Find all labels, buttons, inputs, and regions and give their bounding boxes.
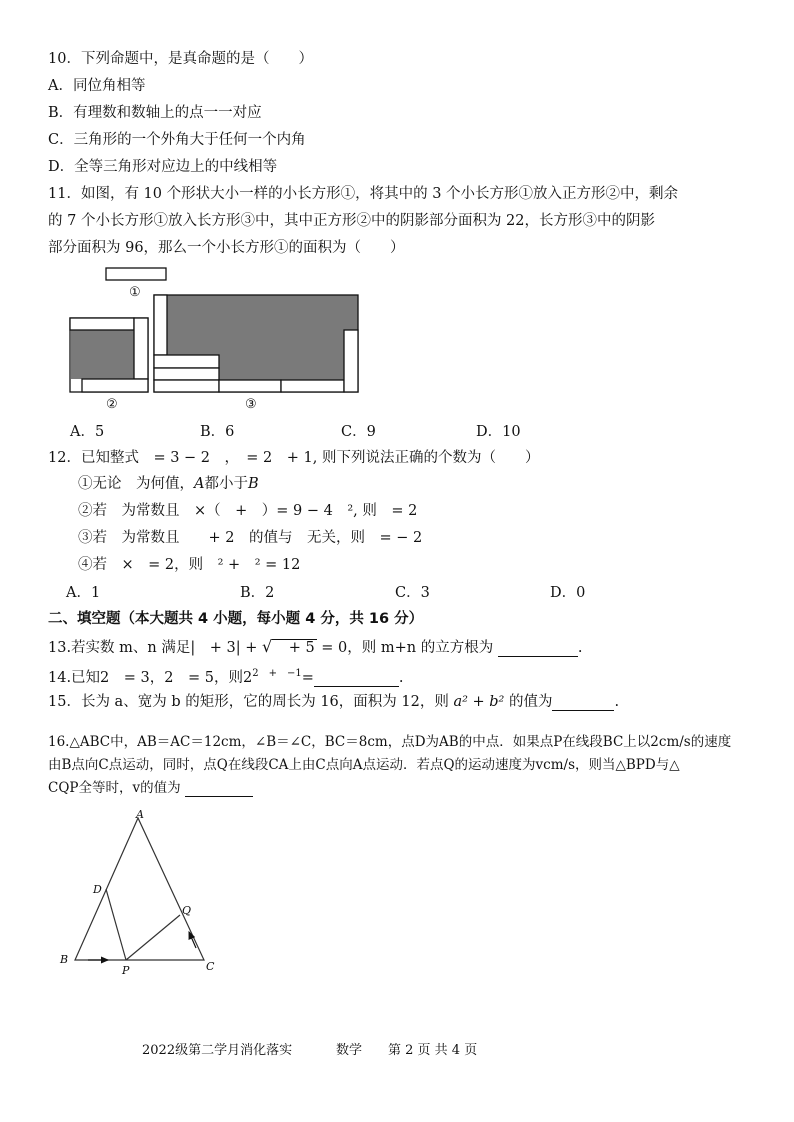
q10-stem: 10．下列命题中，是真命题的是（ ） [48,51,313,67]
q15-blank[interactable] [552,696,614,711]
figure-square-shaded [71,330,134,379]
q11-option-d: D．10 [476,424,521,440]
q12-item-4: ④若 × = 2，则 ² + ² = 12 [78,557,301,573]
q12-stem: 12．已知整式 = 3 − 2 ， = 2 + 1, 则下列说法正确的个数为（ ） [48,450,540,466]
footer-page: 第 2 页 共 4 页 [388,1043,478,1058]
q11-line-2: 的 7 个小长方形①放入长方形③中，其中正方形②中的阴影部分面积为 22，长方形③中的阴影 [48,213,655,229]
q16-line-2: 由B点向C点运动，同时，点Q在线段CA上由C点向A点运动．若点Q的运动速度为vcm/s，则当△BPD与△ [48,757,680,773]
q12-option-b: B．2 [240,585,275,601]
q10-option-b: B．有理数和数轴上的点一一对应 [48,105,262,121]
figure-rectangle-shaded [154,295,358,392]
q13: 13.若实数 m、n 满足| + 3| + √ + 5 = 0，则 m+n 的立方根为 . [48,637,583,656]
q10-option-c: C．三角形的一个外角大于任何一个内角 [48,132,306,148]
q15: 15．长为 a、宽为 b 的矩形，它的周长为 16，面积为 12，则 a² + b² 的值为 . [48,694,620,710]
q12-option-d: D．0 [550,585,586,601]
vertex-b: B [60,953,69,966]
vertex-a: A [136,808,144,821]
q10-option-a: A．同位角相等 [48,78,146,94]
q12-item-2: ②若 为常数且 ×（ + ）= 9 − 4 ², 则 = 2 [78,503,418,519]
q11-option-b: B．6 [200,424,235,440]
q10-option-d: D．全等三角形对应边上的中线相等 [48,159,278,175]
vertex-q: Q [182,904,192,917]
q12-item-1: ①无论 为何值，A都小于B [78,476,259,492]
q11-label-1: ① [129,285,141,300]
q16-line-3: CQP全等时，v的值为 [48,779,253,797]
q11-option-a: A．5 [70,424,105,440]
q12-option-a: A．1 [66,585,101,601]
q16-line-1: 16.△ABC中，AB＝AC＝12cm，∠B＝∠C，BC＝8cm，点D为AB的中点．如果点P在线段BC上以2cm/s的速度 [48,734,732,750]
q12-option-c: C．3 [395,585,430,601]
q12-item-3: ③若 为常数且 + 2 的值与 无关，则 = − 2 [78,530,423,546]
figure-square [70,318,148,392]
q11-option-c: C．9 [341,424,376,440]
vertex-c: C [206,960,215,973]
vertex-d: D [93,883,102,896]
arrow-q-icon [189,932,196,948]
q14-blank[interactable] [314,672,399,687]
q11-label-3: ③ [245,397,257,412]
segment-pq [126,915,180,960]
q13-blank[interactable] [498,642,578,657]
q11-label-2: ② [106,397,118,412]
sqrt-symbol: √ [262,637,273,656]
q11-line-3: 部分面积为 96，那么一个小长方形①的面积为（ ） [48,240,405,256]
footer-subject: 数学 [336,1043,363,1058]
q11-line-1: 11．如图，有 10 个形状大小一样的小长方形①，将其中的 3 个小长方形①放入正方形②中，剩余 [48,186,679,202]
figure-small-rectangle [106,268,166,280]
vertex-p: P [122,964,130,977]
section-title: 二、填空题（本大题共 4 小题，每小题 4 分，共 16 分） [48,611,424,627]
segment-dp [106,889,126,960]
q14: 14.已知2 = 3，2 = 5，则$2^{2 + -1}=$ . [48,668,404,686]
footer-title: 2022级第二学月消化落实 [142,1043,293,1058]
q16-blank[interactable] [185,782,253,797]
